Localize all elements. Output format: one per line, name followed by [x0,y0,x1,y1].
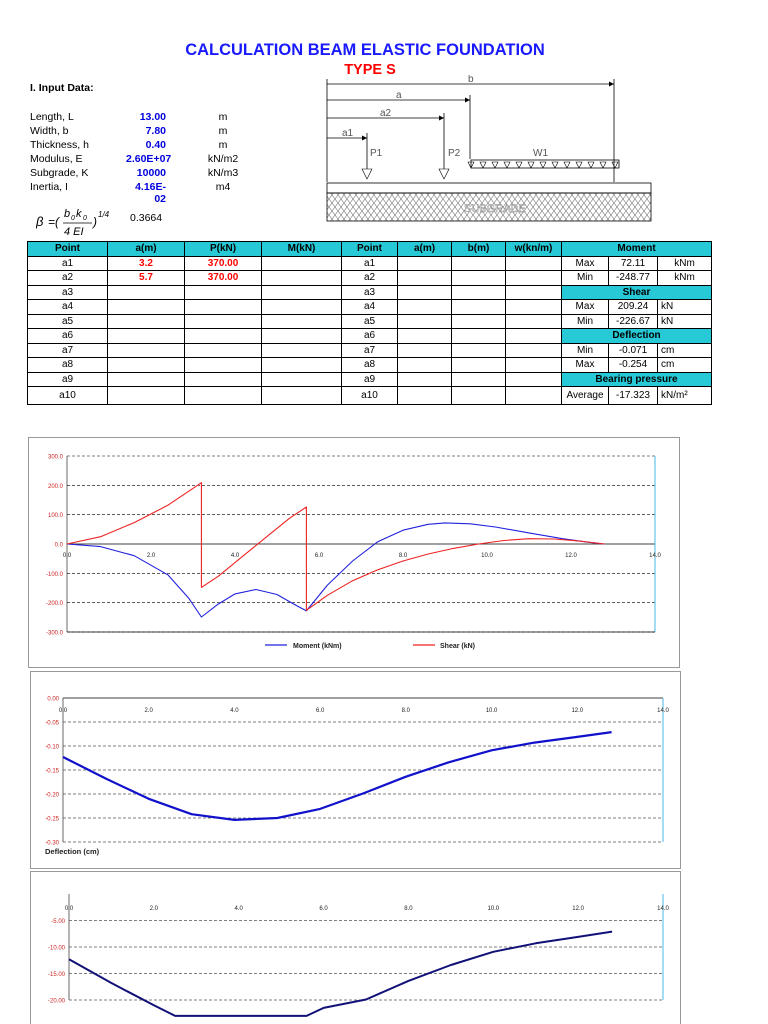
moment-cell [262,387,342,405]
distributed-b-cell [452,256,506,271]
y-tick-label: 0.00 [47,696,59,703]
y-tick-label: -15.00 [47,972,65,978]
point-cell: a9 [342,372,398,387]
x-tick-label: 12.0 [571,708,584,714]
x-tick-label: 14.0 [657,906,669,912]
point-cell: a2 [28,271,108,286]
moment-shear-chart-svg [29,438,679,667]
point-cell: a8 [28,358,108,373]
input-value: 7.80 [145,125,166,137]
summary-unit: kNm [658,256,712,271]
distributed-w-cell [506,387,562,405]
distributed-a-cell [398,271,452,286]
point-cell: a1 [28,256,108,271]
summary-value: -17.323 [609,387,658,405]
distributed-a-cell [398,300,452,315]
point-cell: a4 [28,300,108,315]
subgrade-label: SUBGRADE [464,203,526,215]
input-value: 2.60E+07 [126,153,172,165]
input-value: 0.40 [145,139,166,151]
y-tick-label: -20.00 [47,998,65,1005]
y-tick-label: 200.0 [47,483,63,490]
x-tick-label: 12.0 [565,553,577,559]
table-row [28,300,712,315]
point-cell: a3 [342,285,398,300]
moment-cell [262,285,342,300]
summary-label: Max [562,256,609,271]
summary-label: Min [562,271,609,286]
table-row [28,256,712,271]
load-label-w1: W1 [533,148,548,159]
distributed-b-cell [452,314,506,329]
summary-value: -0.254 [609,358,658,373]
distributed-b-cell [452,372,506,387]
input-label: Length, L [30,111,74,123]
input-data-heading: I. Input Data: [30,82,94,94]
input-label: Subgrade, K [30,167,89,179]
distributed-w-cell [506,343,562,358]
summary-value: -0.071 [609,343,658,358]
point-cell: a6 [28,329,108,344]
moment-cell [262,329,342,344]
svg-text:1/4: 1/4 [98,210,110,219]
point-cell: a7 [28,343,108,358]
x-tick-label: 14.0 [657,708,669,714]
y-tick-label: 0.0 [54,542,63,549]
x-tick-label: 10.0 [485,708,498,714]
input-unit: kN/m2 [207,153,239,165]
input-label: Modulus, E [30,153,83,165]
svg-text:=(: =( [48,215,60,229]
input-label: Inertia, I [30,181,68,193]
load-cell [185,314,262,329]
input-unit: m4 [215,181,231,193]
distributed-w-cell [506,271,562,286]
load-label-p1: P1 [370,148,383,159]
input-row-length [30,111,270,125]
svg-text:k: k [76,208,82,220]
x-tick-label: 0.0 [64,906,74,912]
y-tick-label: -200.0 [45,601,63,608]
moment-cell [262,256,342,271]
moment-section-title: Moment [562,242,712,257]
position-cell [108,358,185,373]
y-tick-label: -0.10 [45,744,59,751]
summary-unit: kN [658,314,712,329]
y-tick-label: -5.00 [51,919,65,925]
loads-table [27,241,712,405]
x-tick-label: 8.0 [404,906,413,912]
position-cell [108,300,185,315]
summary-label: Max [562,300,609,315]
load-cell [185,300,262,315]
point-cell: a6 [342,329,398,344]
x-tick-label: 6.0 [314,553,324,559]
summary-unit: kN [658,300,712,315]
page-title: CALCULATION BEAM ELASTIC FOUNDATION [185,41,545,59]
moment-cell [262,343,342,358]
position-cell: 3.2 [108,256,185,271]
moment-cell [262,300,342,315]
point-cell: a7 [342,343,398,358]
load-cell [185,372,262,387]
moment-cell [262,271,342,286]
position-cell: 5.7 [108,271,185,286]
input-unit: kN/m3 [207,167,239,179]
distributed-b-cell [452,358,506,373]
position-cell [108,285,185,300]
x-tick-label: 2.0 [149,906,159,912]
table-row [28,343,712,358]
summary-unit: cm [658,358,712,373]
bearing-pressure-chart-svg [31,872,680,1024]
distributed-a-cell [398,358,452,373]
page-subtitle: TYPE S [344,62,396,78]
legend-label: Moment (kNm) [293,643,342,650]
svg-text:β: β [36,214,44,229]
series-line [63,732,612,820]
input-label: Width, b [30,125,69,137]
column-header: a(m) [108,242,185,257]
beam-diagram [320,75,655,227]
point-cell: a1 [342,256,398,271]
load-cell [185,285,262,300]
y-tick-label: -0.30 [45,840,59,847]
column-header: P(kN) [185,242,262,257]
beta-formula [36,204,131,240]
point-cell: a5 [28,314,108,329]
svg-text:b: b [64,208,71,220]
distributed-w-cell [506,314,562,329]
summary-unit: cm [658,343,712,358]
x-tick-label: 6.0 [315,708,325,714]
y-tick-label: -0.20 [45,792,59,799]
distributed-a-cell [398,387,452,405]
input-unit: m [218,139,228,151]
x-tick-label: 8.0 [401,708,411,714]
moment-cell [262,314,342,329]
deflection-chart-svg [31,672,680,868]
summary-label: Max [562,358,609,373]
input-row-inertia [30,181,270,205]
distributed-b-cell [452,343,506,358]
distributed-a-cell [398,343,452,358]
column-header: M(kN) [262,242,342,257]
summary-value: 209.24 [609,300,658,315]
y-tick-label: 300.0 [47,454,63,461]
distributed-b-cell [452,329,506,344]
distributed-b-cell [452,271,506,286]
x-tick-label: 6.0 [319,906,328,912]
x-tick-label: 2.0 [144,708,153,714]
summary-value: -248.77 [609,271,658,286]
summary-unit: kNm [658,271,712,286]
distributed-b-cell [452,300,506,315]
distributed-b-cell [452,285,506,300]
table-row [28,358,712,373]
summary-value: -226.67 [609,314,658,329]
table-header-row [28,242,712,257]
input-value: 4.16E-02 [135,181,166,205]
column-header: b(m) [452,242,506,257]
y-tick-label: -10.00 [47,945,65,952]
summary-unit: kN/m² [658,387,712,405]
point-cell: a4 [342,300,398,315]
distributed-a-cell [398,256,452,271]
svg-text:): ) [93,215,97,229]
position-cell [108,314,185,329]
load-cell [185,387,262,405]
distributed-a-cell [398,285,452,300]
point-cell: a5 [342,314,398,329]
position-cell [108,343,185,358]
x-tick-label: 14.0 [649,553,661,559]
table-row [28,314,712,329]
bearing-pressure-chart [30,871,681,1024]
table-row [28,285,712,300]
x-tick-label: 10.0 [481,553,493,559]
distributed-w-cell [506,285,562,300]
distributed-a-cell [398,314,452,329]
point-cell: a3 [28,285,108,300]
distributed-w-cell [506,372,562,387]
dim-label-b: b [468,75,474,85]
x-tick-label: 4.0 [234,906,243,912]
x-tick-label: 2.0 [146,553,156,559]
dim-label-a1: a1 [342,128,354,139]
x-tick-label: 0.0 [62,553,72,559]
position-cell [108,329,185,344]
x-tick-label: 10.0 [487,906,500,912]
moment-shear-chart [28,437,680,668]
deflection-chart [30,671,681,869]
load-cell [185,358,262,373]
bearing-section-title: Bearing pressure [562,372,712,387]
table-row [28,372,712,387]
input-label: Thickness, h [30,139,89,151]
deflection-section-title: Deflection [562,329,712,344]
x-tick-label: 4.0 [230,708,239,714]
distributed-b-cell [452,387,506,405]
shear-section-title: Shear [562,285,712,300]
dim-label-a: a [396,90,402,101]
moment-cell [262,372,342,387]
point-cell: a10 [342,387,398,405]
distributed-w-cell [506,300,562,315]
x-tick-label: 8.0 [398,553,408,559]
input-unit: m [218,111,228,123]
svg-text:0: 0 [71,215,75,222]
point-cell: a8 [342,358,398,373]
input-value: 10000 [136,167,166,179]
position-cell [108,372,185,387]
input-row-width [30,125,270,139]
input-value: 13.00 [139,111,166,123]
svg-text:0: 0 [83,215,87,222]
moment-cell [262,358,342,373]
distributed-a-cell [398,329,452,344]
table-row [28,329,712,344]
column-header: Point [28,242,108,257]
x-tick-label: 4.0 [230,553,240,559]
distributed-w-cell [506,329,562,344]
load-cell [185,329,262,344]
summary-label: Average [562,387,609,405]
column-header: Point [342,242,398,257]
legend-label: Shear (kN) [440,643,476,650]
load-label-p2: P2 [448,148,461,159]
dim-label-a2: a2 [380,108,392,119]
svg-text:4 EI: 4 EI [64,226,84,238]
x-tick-label: 12.0 [572,906,584,912]
y-tick-label: -0.15 [45,768,59,775]
summary-value: 72.11 [609,256,658,271]
input-row-subgrade [30,167,270,181]
load-cell: 370.00 [185,256,262,271]
beta-value: 0.3664 [130,212,163,224]
x-tick-label: 0.0 [58,708,68,714]
table-row [28,387,712,405]
table-row [28,271,712,286]
load-cell: 370.00 [185,271,262,286]
summary-label: Min [562,314,609,329]
point-cell: a9 [28,372,108,387]
y-tick-label: 100.0 [47,513,63,520]
column-header: a(m) [398,242,452,257]
series-line [67,483,605,611]
y-tick-label: -300.0 [45,630,63,637]
load-cell [185,343,262,358]
distributed-w-cell [506,256,562,271]
summary-label: Min [562,343,609,358]
y-tick-label: -100.0 [45,571,63,578]
column-header: w(kn/m) [506,242,562,257]
input-row-thickness [30,139,270,153]
distributed-w-cell [506,358,562,373]
point-cell: a10 [28,387,108,405]
input-row-modulus [30,153,270,167]
position-cell [108,387,185,405]
y-tick-label: -0.25 [45,816,59,823]
y-tick-label: -0.05 [45,720,59,727]
point-cell: a2 [342,271,398,286]
distributed-a-cell [398,372,452,387]
input-unit: m [218,125,228,137]
legend-label: Deflection (cm) [45,847,100,856]
